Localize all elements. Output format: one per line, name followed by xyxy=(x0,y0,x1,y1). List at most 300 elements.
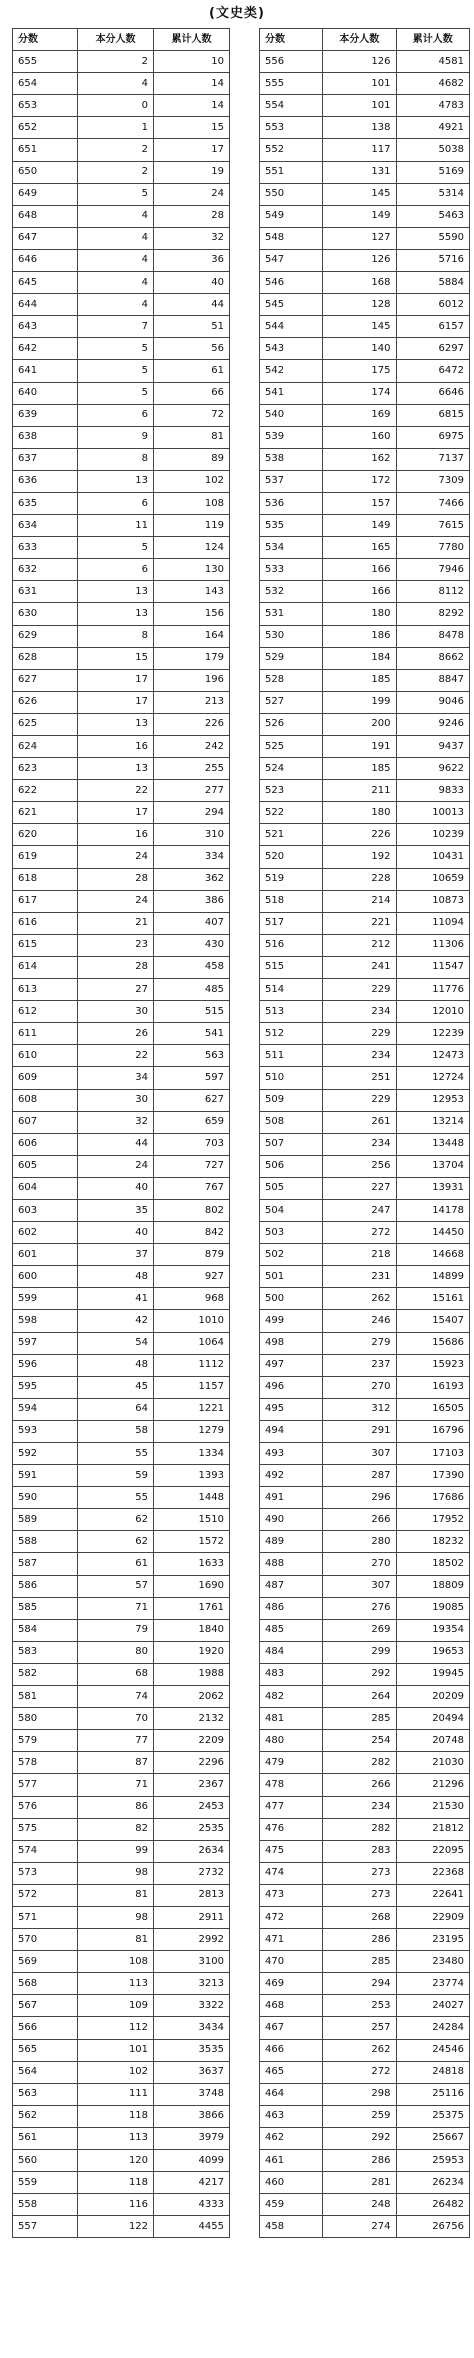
cumulative-cell: 879 xyxy=(154,1244,230,1266)
count-cell: 262 xyxy=(323,2039,397,2061)
score-cell: 518 xyxy=(260,890,323,912)
table-row xyxy=(260,117,470,139)
count-cell: 282 xyxy=(323,1818,397,1840)
score-cell: 508 xyxy=(260,1111,323,1133)
table-row xyxy=(260,1906,470,1928)
table-row xyxy=(260,161,470,183)
table-row xyxy=(260,2105,470,2127)
score-cell: 589 xyxy=(13,1509,78,1531)
count-cell: 199 xyxy=(323,691,397,713)
cumulative-cell: 1393 xyxy=(154,1465,230,1487)
count-cell: 70 xyxy=(78,1708,154,1730)
table-row xyxy=(260,205,470,227)
score-cell: 560 xyxy=(13,2150,78,2172)
score-cell: 607 xyxy=(13,1111,78,1133)
score-cell: 643 xyxy=(13,316,78,338)
count-cell: 191 xyxy=(323,736,397,758)
count-cell: 37 xyxy=(78,1244,154,1266)
cumulative-cell: 56 xyxy=(154,338,230,360)
cumulative-cell: 12010 xyxy=(396,1001,470,1023)
count-cell: 5 xyxy=(78,382,154,404)
cumulative-cell: 21530 xyxy=(396,1796,470,1818)
count-cell: 48 xyxy=(78,1354,154,1376)
cumulative-cell: 334 xyxy=(154,846,230,868)
score-cell: 462 xyxy=(260,2127,323,2149)
cumulative-cell: 12239 xyxy=(396,1023,470,1045)
score-cell: 611 xyxy=(13,1023,78,1045)
score-cell: 613 xyxy=(13,979,78,1001)
table-row xyxy=(13,1951,230,1973)
count-cell: 17 xyxy=(78,802,154,824)
table-row xyxy=(260,802,470,824)
document-title: (文史类) xyxy=(209,6,265,21)
table-row xyxy=(13,360,230,382)
cumulative-cell: 5716 xyxy=(396,249,470,271)
count-cell: 256 xyxy=(323,1155,397,1177)
cumulative-cell: 102 xyxy=(154,470,230,492)
count-cell: 307 xyxy=(323,1575,397,1597)
cumulative-cell: 11547 xyxy=(396,956,470,978)
cumulative-cell: 563 xyxy=(154,1045,230,1067)
count-cell: 8 xyxy=(78,448,154,470)
cumulative-cell: 597 xyxy=(154,1067,230,1089)
cumulative-cell: 22909 xyxy=(396,1906,470,1928)
count-cell: 13 xyxy=(78,758,154,780)
table-row xyxy=(260,713,470,735)
count-cell: 120 xyxy=(78,2150,154,2172)
score-cell: 616 xyxy=(13,912,78,934)
table-row xyxy=(13,51,230,73)
cumulative-cell: 40 xyxy=(154,272,230,294)
count-cell: 162 xyxy=(323,448,397,470)
cumulative-cell: 3866 xyxy=(154,2105,230,2127)
count-cell: 294 xyxy=(323,1973,397,1995)
table-row xyxy=(13,1818,230,1840)
score-cell: 468 xyxy=(260,1995,323,2017)
table-row xyxy=(13,205,230,227)
count-cell: 101 xyxy=(323,73,397,95)
cumulative-cell: 25953 xyxy=(396,2150,470,2172)
count-cell: 4 xyxy=(78,227,154,249)
cumulative-cell: 15407 xyxy=(396,1310,470,1332)
cumulative-cell: 19 xyxy=(154,161,230,183)
score-cell: 497 xyxy=(260,1354,323,1376)
score-cell: 644 xyxy=(13,294,78,316)
table-row xyxy=(260,912,470,934)
table-row xyxy=(260,1531,470,1553)
count-cell: 272 xyxy=(323,2061,397,2083)
score-cell: 458 xyxy=(260,2216,323,2238)
count-cell: 108 xyxy=(78,1951,154,1973)
score-cell: 649 xyxy=(13,183,78,205)
table-row xyxy=(260,2150,470,2172)
table-row xyxy=(13,537,230,559)
score-cell: 535 xyxy=(260,515,323,537)
table-row xyxy=(13,1133,230,1155)
table-row xyxy=(13,2105,230,2127)
score-cell: 509 xyxy=(260,1089,323,1111)
cumulative-cell: 2367 xyxy=(154,1774,230,1796)
count-cell: 180 xyxy=(323,603,397,625)
count-cell: 16 xyxy=(78,736,154,758)
cumulative-cell: 1334 xyxy=(154,1443,230,1465)
table-row xyxy=(260,404,470,426)
score-cell: 602 xyxy=(13,1222,78,1244)
cumulative-cell: 2732 xyxy=(154,1862,230,1884)
count-cell: 298 xyxy=(323,2083,397,2105)
cumulative-cell: 9046 xyxy=(396,691,470,713)
table-row xyxy=(260,1862,470,1884)
cumulative-cell: 12953 xyxy=(396,1089,470,1111)
cumulative-cell: 1279 xyxy=(154,1420,230,1442)
score-cell: 506 xyxy=(260,1155,323,1177)
table-row xyxy=(13,1089,230,1111)
count-cell: 149 xyxy=(323,205,397,227)
score-cell: 542 xyxy=(260,360,323,382)
count-cell: 2 xyxy=(78,51,154,73)
score-cell: 550 xyxy=(260,183,323,205)
count-cell: 165 xyxy=(323,537,397,559)
score-cell: 610 xyxy=(13,1045,78,1067)
count-cell: 221 xyxy=(323,912,397,934)
table-row xyxy=(260,139,470,161)
cumulative-cell: 2911 xyxy=(154,1906,230,1928)
cumulative-cell: 1761 xyxy=(154,1597,230,1619)
score-cell: 549 xyxy=(260,205,323,227)
cumulative-cell: 5463 xyxy=(396,205,470,227)
cumulative-cell: 13931 xyxy=(396,1177,470,1199)
cumulative-cell: 5314 xyxy=(396,183,470,205)
count-cell: 234 xyxy=(323,1796,397,1818)
score-cell: 635 xyxy=(13,492,78,514)
count-cell: 286 xyxy=(323,2150,397,2172)
table-row xyxy=(260,492,470,514)
score-cell: 564 xyxy=(13,2061,78,2083)
count-cell: 281 xyxy=(323,2172,397,2194)
score-cell: 492 xyxy=(260,1465,323,1487)
table-row xyxy=(13,1310,230,1332)
cumulative-cell: 17 xyxy=(154,139,230,161)
count-cell: 42 xyxy=(78,1310,154,1332)
score-cell: 490 xyxy=(260,1509,323,1531)
cumulative-cell: 51 xyxy=(154,316,230,338)
table-row xyxy=(13,2017,230,2039)
table-row xyxy=(260,272,470,294)
table-row xyxy=(13,492,230,514)
table-row xyxy=(260,1796,470,1818)
count-cell: 99 xyxy=(78,1840,154,1862)
cumulative-cell: 6012 xyxy=(396,294,470,316)
cumulative-cell: 294 xyxy=(154,802,230,824)
table-row xyxy=(13,1354,230,1376)
header-count: 本分人数 xyxy=(323,29,397,51)
table-row xyxy=(260,1884,470,1906)
cumulative-cell: 28 xyxy=(154,205,230,227)
table-row xyxy=(13,736,230,758)
score-cell: 516 xyxy=(260,934,323,956)
table-row xyxy=(260,758,470,780)
score-cell: 647 xyxy=(13,227,78,249)
table-row xyxy=(13,1067,230,1089)
table-row xyxy=(13,1752,230,1774)
count-cell: 229 xyxy=(323,1023,397,1045)
table-row xyxy=(13,2039,230,2061)
cumulative-cell: 21296 xyxy=(396,1774,470,1796)
table-row xyxy=(260,1023,470,1045)
count-cell: 4 xyxy=(78,294,154,316)
cumulative-cell: 3535 xyxy=(154,2039,230,2061)
score-cell: 618 xyxy=(13,868,78,890)
cumulative-cell: 14 xyxy=(154,95,230,117)
count-cell: 227 xyxy=(323,1177,397,1199)
score-cell: 494 xyxy=(260,1420,323,1442)
count-cell: 200 xyxy=(323,713,397,735)
score-cell: 621 xyxy=(13,802,78,824)
score-cell: 619 xyxy=(13,846,78,868)
cumulative-cell: 25667 xyxy=(396,2127,470,2149)
table-row xyxy=(13,2172,230,2194)
score-cell: 555 xyxy=(260,73,323,95)
score-cell: 623 xyxy=(13,758,78,780)
table-row xyxy=(13,2150,230,2172)
table-row xyxy=(13,1663,230,1685)
table-row xyxy=(260,51,470,73)
score-cell: 612 xyxy=(13,1001,78,1023)
table-row xyxy=(13,890,230,912)
count-cell: 246 xyxy=(323,1310,397,1332)
cumulative-cell: 17390 xyxy=(396,1465,470,1487)
table-row xyxy=(13,95,230,117)
count-cell: 140 xyxy=(323,338,397,360)
table-row xyxy=(13,117,230,139)
score-cell: 604 xyxy=(13,1177,78,1199)
table-row xyxy=(13,559,230,581)
cumulative-cell: 7309 xyxy=(396,470,470,492)
score-cell: 587 xyxy=(13,1553,78,1575)
score-cell: 496 xyxy=(260,1376,323,1398)
table-header-row xyxy=(13,29,230,51)
cumulative-cell: 515 xyxy=(154,1001,230,1023)
score-cell: 537 xyxy=(260,470,323,492)
count-cell: 30 xyxy=(78,1001,154,1023)
table-row xyxy=(13,1001,230,1023)
table-row xyxy=(260,2061,470,2083)
cumulative-cell: 4455 xyxy=(154,2216,230,2238)
count-cell: 259 xyxy=(323,2105,397,2127)
score-cell: 534 xyxy=(260,537,323,559)
table-row xyxy=(260,1089,470,1111)
score-cell: 527 xyxy=(260,691,323,713)
count-cell: 291 xyxy=(323,1420,397,1442)
table-row xyxy=(260,1443,470,1465)
cumulative-cell: 2132 xyxy=(154,1708,230,1730)
table-row xyxy=(13,249,230,271)
cumulative-cell: 9437 xyxy=(396,736,470,758)
table-row xyxy=(260,316,470,338)
table-row xyxy=(260,581,470,603)
cumulative-cell: 968 xyxy=(154,1288,230,1310)
count-cell: 266 xyxy=(323,1509,397,1531)
count-cell: 13 xyxy=(78,470,154,492)
table-row xyxy=(13,382,230,404)
cumulative-cell: 164 xyxy=(154,625,230,647)
cumulative-cell: 21030 xyxy=(396,1752,470,1774)
count-cell: 248 xyxy=(323,2194,397,2216)
score-cell: 573 xyxy=(13,1862,78,1884)
score-cell: 632 xyxy=(13,559,78,581)
table-row xyxy=(260,515,470,537)
score-cell: 513 xyxy=(260,1001,323,1023)
count-cell: 58 xyxy=(78,1420,154,1442)
count-cell: 4 xyxy=(78,249,154,271)
cumulative-cell: 16193 xyxy=(396,1376,470,1398)
count-cell: 59 xyxy=(78,1465,154,1487)
header-score: 分数 xyxy=(13,29,78,51)
count-cell: 71 xyxy=(78,1774,154,1796)
cumulative-cell: 4921 xyxy=(396,117,470,139)
cumulative-cell: 16505 xyxy=(396,1398,470,1420)
header-cumulative: 累计人数 xyxy=(396,29,470,51)
score-cell: 572 xyxy=(13,1884,78,1906)
cumulative-cell: 1010 xyxy=(154,1310,230,1332)
cumulative-cell: 1840 xyxy=(154,1619,230,1641)
table-row xyxy=(260,780,470,802)
cumulative-cell: 26756 xyxy=(396,2216,470,2238)
count-cell: 48 xyxy=(78,1266,154,1288)
table-row xyxy=(13,1862,230,1884)
count-cell: 1 xyxy=(78,117,154,139)
table-header-row xyxy=(260,29,470,51)
count-cell: 270 xyxy=(323,1376,397,1398)
score-cell: 620 xyxy=(13,824,78,846)
cumulative-cell: 25375 xyxy=(396,2105,470,2127)
table-row xyxy=(260,1752,470,1774)
table-row xyxy=(260,647,470,669)
header-score: 分数 xyxy=(260,29,323,51)
cumulative-cell: 10013 xyxy=(396,802,470,824)
cumulative-cell: 6472 xyxy=(396,360,470,382)
table-row xyxy=(13,227,230,249)
cumulative-cell: 6975 xyxy=(396,426,470,448)
score-cell: 470 xyxy=(260,1951,323,1973)
score-cell: 645 xyxy=(13,272,78,294)
score-cell: 501 xyxy=(260,1266,323,1288)
count-cell: 8 xyxy=(78,625,154,647)
count-cell: 266 xyxy=(323,1774,397,1796)
cumulative-cell: 26482 xyxy=(396,2194,470,2216)
cumulative-cell: 6815 xyxy=(396,404,470,426)
count-cell: 145 xyxy=(323,316,397,338)
count-cell: 40 xyxy=(78,1222,154,1244)
cumulative-cell: 17686 xyxy=(396,1487,470,1509)
count-cell: 101 xyxy=(78,2039,154,2061)
table-row xyxy=(13,647,230,669)
cumulative-cell: 541 xyxy=(154,1023,230,1045)
table-row xyxy=(260,1199,470,1221)
cumulative-cell: 1633 xyxy=(154,1553,230,1575)
cumulative-cell: 14899 xyxy=(396,1266,470,1288)
count-cell: 299 xyxy=(323,1641,397,1663)
score-cell: 482 xyxy=(260,1686,323,1708)
score-cell: 562 xyxy=(13,2105,78,2127)
count-cell: 74 xyxy=(78,1686,154,1708)
cumulative-cell: 10 xyxy=(154,51,230,73)
count-cell: 112 xyxy=(78,2017,154,2039)
count-cell: 77 xyxy=(78,1730,154,1752)
score-cell: 630 xyxy=(13,603,78,625)
table-row xyxy=(260,1487,470,1509)
table-row xyxy=(13,1884,230,1906)
cumulative-cell: 3748 xyxy=(154,2083,230,2105)
table-row xyxy=(13,780,230,802)
cumulative-cell: 32 xyxy=(154,227,230,249)
table-row xyxy=(260,2216,470,2238)
score-cell: 588 xyxy=(13,1531,78,1553)
table-row xyxy=(260,625,470,647)
table-row xyxy=(13,1155,230,1177)
cumulative-cell: 7137 xyxy=(396,448,470,470)
score-cell: 491 xyxy=(260,1487,323,1509)
table-row xyxy=(13,912,230,934)
cumulative-cell: 3434 xyxy=(154,2017,230,2039)
count-cell: 86 xyxy=(78,1796,154,1818)
table-row xyxy=(260,1222,470,1244)
table-row xyxy=(13,669,230,691)
table-row xyxy=(260,2127,470,2149)
table-row xyxy=(13,1929,230,1951)
cumulative-cell: 5169 xyxy=(396,161,470,183)
cumulative-cell: 24027 xyxy=(396,1995,470,2017)
score-cell: 605 xyxy=(13,1155,78,1177)
cumulative-cell: 119 xyxy=(154,515,230,537)
score-cell: 559 xyxy=(13,2172,78,2194)
score-cell: 590 xyxy=(13,1487,78,1509)
score-cell: 606 xyxy=(13,1133,78,1155)
score-cell: 488 xyxy=(260,1553,323,1575)
score-cell: 553 xyxy=(260,117,323,139)
count-cell: 7 xyxy=(78,316,154,338)
cumulative-cell: 130 xyxy=(154,559,230,581)
table-row xyxy=(260,1818,470,1840)
count-cell: 229 xyxy=(323,979,397,1001)
table-row xyxy=(13,139,230,161)
cumulative-cell: 10431 xyxy=(396,846,470,868)
cumulative-cell: 277 xyxy=(154,780,230,802)
score-cell: 583 xyxy=(13,1641,78,1663)
score-cell: 567 xyxy=(13,1995,78,2017)
cumulative-cell: 2535 xyxy=(154,1818,230,1840)
table-row xyxy=(260,73,470,95)
score-cell: 566 xyxy=(13,2017,78,2039)
cumulative-cell: 14450 xyxy=(396,1222,470,1244)
score-cell: 600 xyxy=(13,1266,78,1288)
count-cell: 128 xyxy=(323,294,397,316)
count-cell: 2 xyxy=(78,139,154,161)
count-cell: 126 xyxy=(323,249,397,271)
table-row xyxy=(260,1398,470,1420)
count-cell: 45 xyxy=(78,1376,154,1398)
score-cell: 578 xyxy=(13,1752,78,1774)
score-cell: 598 xyxy=(13,1310,78,1332)
table-row xyxy=(260,1619,470,1641)
score-cell: 544 xyxy=(260,316,323,338)
cumulative-cell: 3213 xyxy=(154,1973,230,1995)
count-cell: 274 xyxy=(323,2216,397,2238)
cumulative-cell: 179 xyxy=(154,647,230,669)
cumulative-cell: 7615 xyxy=(396,515,470,537)
count-cell: 101 xyxy=(323,95,397,117)
cumulative-cell: 17103 xyxy=(396,1443,470,1465)
